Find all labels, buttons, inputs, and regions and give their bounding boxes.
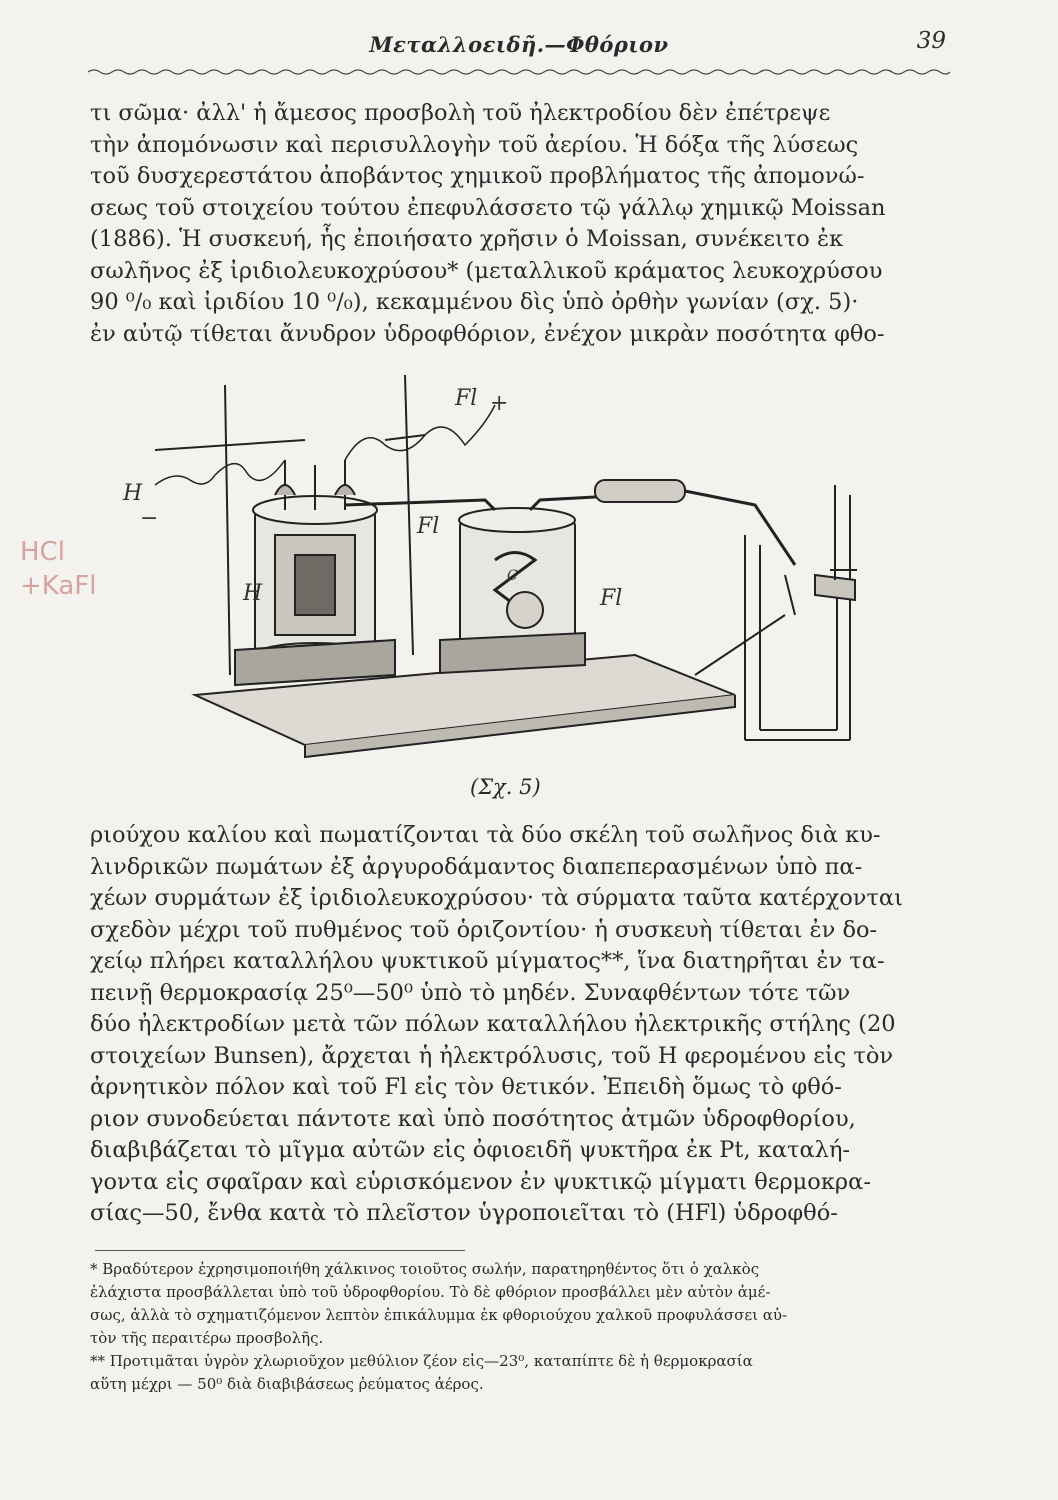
wire-positive — [345, 405, 495, 460]
figure-label: C — [507, 568, 518, 584]
text-line: τὴν ἀπομόνωσιν καὶ περισυλλογὴν τοῦ ἀερίου. Ἡ δόξα τῆς λύσεως — [90, 131, 859, 158]
figure-label: H — [123, 481, 143, 506]
text-line: λινδρικῶν πωμάτων ἐξ ἀργυροδάμαντος διαπεπερασμένων ὑπὸ πα- — [90, 853, 863, 880]
text-line: σωλῆνος ἐξ ἰριδιολευκοχρύσου* (μεταλλικοῦ κράματος λευκοχρύσου — [90, 257, 883, 284]
footnote-line: ἐλάχιστα προσβάλλεται ὑπὸ τοῦ ὑδροφθορίου. Τὸ δὲ φθόριον προσβάλλει μὲν αὐτὸν ἀμέ- — [90, 1283, 771, 1301]
text-line: ριούχου καλίου καὶ πωματίζονται τὰ δύο σκέλη τοῦ σωλῆνος διὰ κυ- — [90, 822, 881, 848]
figure-label: Fl — [600, 586, 623, 611]
text-line: χείῳ πλήρει καταλλήλου ψυκτικοῦ μίγματος**, ἵνα διατηρῆται ἐν τα- — [90, 948, 885, 974]
text-line: 90 ⁰/₀ καὶ ἰριδίου 10 ⁰/₀), κεκαμμένου δὶς ὑπὸ ὀρθὴν γωνίαν (σχ. 5)· — [90, 289, 859, 315]
footnote-line: σως, ἀλλὰ τὸ σχηματιζόμενον λεπτὸν ἐπικάλυμμα ἐκ φθοριούχου χαλκοῦ προφυλάσσει αὐ- — [90, 1306, 788, 1324]
condensing-bulb — [507, 592, 543, 628]
running-title: Μεταλλοειδῆ.—Φθόριον — [369, 32, 669, 57]
text-line: σχεδὸν μέχρι τοῦ πυθμένος τοῦ ὁριζοντίου· ἡ συσκευὴ τίθεται ἐν δο- — [90, 916, 878, 943]
footnote-line: αὕτη μέχρι — 50⁰ διὰ διαβιβάσεως ῥεύματος ἀέρος. — [90, 1375, 484, 1393]
handwritten-line: HCl — [20, 537, 65, 567]
wire-negative — [155, 460, 285, 485]
text-line: ριον συνοδεύεται πάντοτε καὶ ὑπὸ ποσότητος ἀτμῶν ὑδροφθορίου, — [90, 1105, 856, 1132]
figure-label: − — [140, 506, 159, 531]
figure-label: Fl — [417, 514, 440, 539]
text-line: στοιχείων Bunsen), ἄρχεται ἡ ἠλεκτρόλυσις, τοῦ Η φερομένου εἰς τὸν — [90, 1042, 894, 1069]
text-line: γοντα εἰς σφαῖραν καὶ εὑρισκόμενον ἐν ψυκτικῷ μίγματι θερμοκρα- — [90, 1168, 871, 1195]
text-line: πεινῇ θερμοκρασίᾳ 25⁰—50⁰ ὑπὸ τὸ μηδέν. Συναφθέντων τότε τῶν — [90, 979, 851, 1006]
body-paragraph-bottom — [90, 820, 952, 1230]
footnote-line: ** Προτιμᾶται ὑγρὸν χλωριοῦχον μεθύλιον ζέον εἰς—23⁰, καταπίπτε δὲ ἡ θερμοκρασία — [90, 1352, 753, 1370]
text-line: ἐν αὐτῷ τίθεται ἄνυδρον ὑδροφθόριον, ἐνέχον μικρὰν ποσότητα φθο- — [90, 320, 885, 347]
footnote-line: * Βραδύτερον ἐχρησιμοποιήθη χάλκινος τοιοῦτος σωλήν, παρατηρηθέντος ὅτι ὁ χαλκὸς — [90, 1260, 760, 1278]
figure-label: + — [490, 391, 509, 416]
moissan-apparatus-illustration — [95, 365, 975, 795]
text-line: ἀρνητικὸν πόλον καὶ τοῦ Fl εἰς τὸν θετικόν. Ἐπειδὴ ὅμως τὸ φθό- — [90, 1074, 842, 1100]
text-line: τοῦ δυσχερεστάτου ἀποβάντος χημικοῦ προβλήματος τῆς ἀπομονώ- — [90, 163, 865, 189]
page-header — [88, 24, 950, 64]
text-line: σίας—50, ἔνθα κατὰ τὸ πλεῖστον ὑγροποιεῖται τὸ (HFl) ὑδροφθό- — [90, 1200, 838, 1226]
drying-tube — [595, 480, 685, 502]
body-paragraph-top — [90, 98, 952, 350]
footnote-divider — [95, 1250, 465, 1251]
text-line: (1886). Ἡ συσκευή, ἧς ἐποιήσατο χρῆσιν ὁ Moissan, συνέκειτο ἐκ — [90, 226, 844, 252]
header-wavy-rule — [88, 66, 950, 78]
text-line: σεως τοῦ στοιχείου τούτου ἐπεφυλάσσετο τῷ γάλλῳ χημικῷ Moissan — [90, 194, 886, 221]
footnote-line: τὸν τῆς περαιτέρω προσβολῆς. — [90, 1329, 324, 1347]
page-number: 39 — [916, 28, 946, 54]
text-line: διαβιβάζεται τὸ μῖγμα αὐτῶν εἰς ὀφιοειδῆ ψυκτῆρα ἐκ Pt, καταλή- — [90, 1137, 851, 1163]
handwritten-line: +KaFl — [20, 571, 97, 601]
text-line: χέων συρμάτων ἐξ ἰριδιολευκοχρύσου· τὰ σύρματα ταῦτα κατέρχονται — [90, 885, 903, 911]
text-line: τι σῶμα· ἀλλ' ἡ ἄμεσος προσβολὴ τοῦ ἠλεκτροδίου δὲν ἐπέτρεψε — [90, 100, 831, 126]
text-line: δύο ἠλεκτροδίων μετὰ τῶν πόλων καταλλήλου ἠλεκτρικῆς στήλης (20 — [90, 1011, 896, 1037]
figure-caption: (Σχ. 5) — [470, 775, 541, 799]
figure-label: H — [243, 581, 263, 606]
footnotes — [90, 1258, 960, 1396]
figure-label: Fl — [455, 386, 478, 411]
middle-stand-rod — [405, 375, 413, 655]
left-stand-rod — [225, 385, 230, 675]
cooling-vessel-right — [460, 520, 575, 650]
